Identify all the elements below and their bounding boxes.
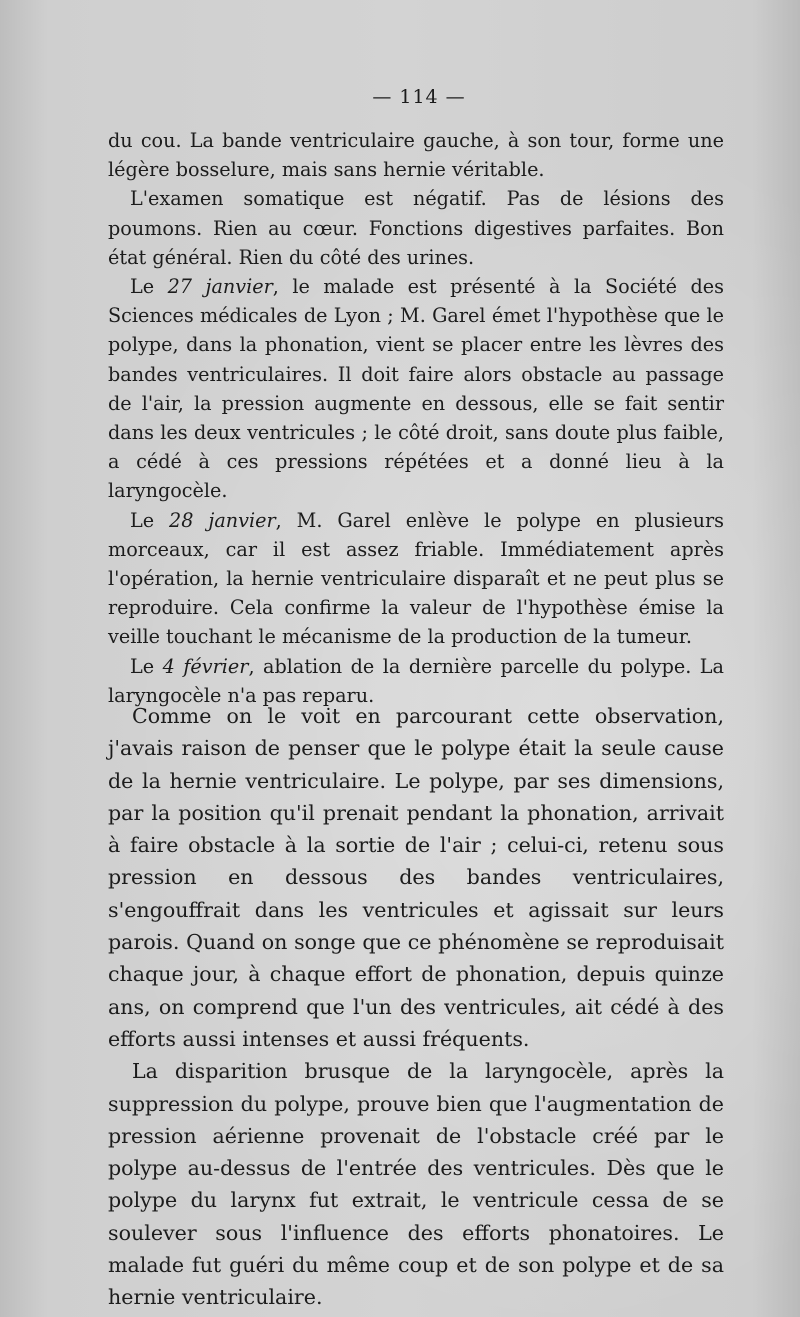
paragraph-text: , ablation de la dernière parcelle du polype. La laryngocèle n'a pas reparu. [108, 654, 724, 707]
paragraph-text: , le malade est présenté à la Société des Sciences médicales de Lyon ; M. Garel émet l'hypothèse que le polype, dans la phonation, vient se placer entre les lèvres des bandes ventriculaires. Il doit faire alors obstacle au passage de l'air, la pression augmente en dessous, elle se fait sentir dans les deux ventricules ; le côté droit, sans doute plus faible, a cédé à ces pressions répétées et a donné lieu à la laryngocèle. [108, 275, 724, 503]
paragraph-text: , M. Garel enlève le polype en plusieurs morceaux, car il est assez friable. Immédiatement après l'opération, la hernie ventriculaire disparaît et ne peut plus se reproduire. Cela confirme la valeur de l'hypothèse émise la veille touchant le mécanisme de la production de la tumeur. [108, 508, 724, 649]
paragraph-27-january [108, 272, 724, 506]
paragraph-lead: Le [130, 508, 170, 532]
paragraph-discussion: Comme on le voit en parcourant cette observation, j'avais raison de penser que le polype était la seule cause de la hernie ventriculaire. Le polype, par ses dimensions, par la position qu'il prenait pendant la phonation, arrivait à faire obstacle à la sortie de l'air ; celui-ci, retenu sous pression en dessous des bandes ventriculaires, s'engouffrait dans les ventricules et agissait sur leurs parois. Quand on songe que ce phénomène se reproduisait chaque jour, à chaque effort de phonation, depuis quinze ans, on comprend que l'un des ventricules, ait cédé à des efforts aussi intenses et aussi fréquents. [108, 704, 724, 1051]
date-4-february: 4 février [162, 654, 249, 678]
paragraph-examination: L'examen somatique est négatif. Pas de lésions des poumons. Rien au cœur. Fonctions digestives parfaites. Bon état général. Rien du côté des urines. [108, 187, 724, 269]
paragraph-lead: Le [130, 275, 168, 299]
page-number: — 114 — [372, 86, 466, 108]
date-28-january: 28 janvier [169, 508, 276, 532]
date-27-january: 27 janvier [167, 275, 273, 299]
discussion-section [108, 700, 724, 1314]
paragraph-28-january [108, 506, 724, 652]
observation-section [108, 126, 724, 710]
paragraph-conclusion: La disparition brusque de la laryngocèle, après la suppression du polype, prouve bien que l'augmentation de pression aérienne provenait de l'obstacle créé par le polype au-dessus de l'entrée des ventricules. Dès que le polype du larynx fut extrait, le ventricule cessa de se soulever sous l'influence des efforts phonatoires. Le malade fut guéri du même coup et de son polype et de sa hernie ventriculaire. [108, 1059, 724, 1310]
paragraph-continuation: du cou. La bande ventriculaire gauche, à son tour, forme une légère bosselure, mais sans hernie véritable. [108, 129, 724, 182]
paragraph-lead: Le [130, 654, 163, 678]
